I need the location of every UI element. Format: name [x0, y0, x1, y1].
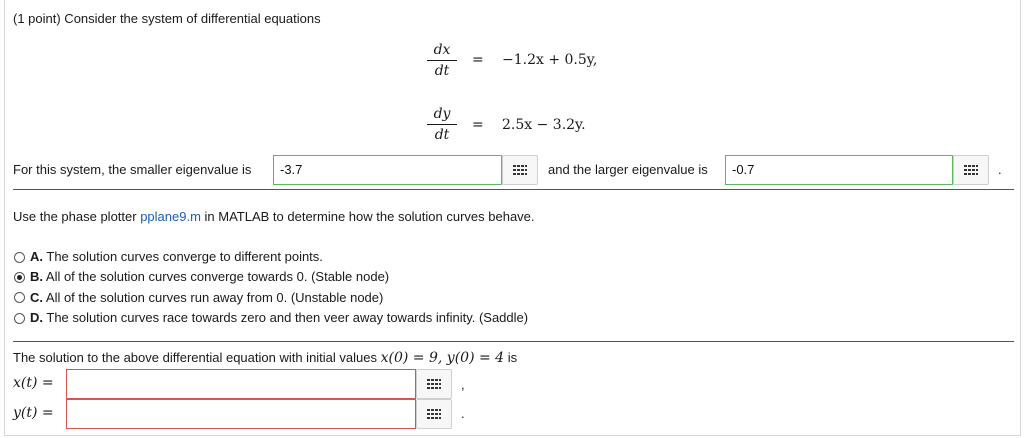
option-c[interactable]	[30, 290, 383, 305]
initial-values: x(0) = 9, y(0) = 4	[380, 350, 505, 366]
option-d-radio[interactable]	[14, 313, 25, 324]
grid-keypad-icon	[427, 409, 441, 420]
option-b-radio[interactable]	[14, 272, 25, 283]
eq1-equals: =	[472, 52, 484, 68]
option-d[interactable]	[30, 310, 528, 325]
x-suffix: ,	[461, 377, 465, 392]
eq1-rhs: −1.2x + 0.5y,	[502, 52, 598, 68]
option-c-letter: C.	[30, 290, 43, 305]
option-b[interactable]	[30, 269, 389, 284]
option-b-letter: B.	[30, 269, 43, 284]
option-d-text: The solution curves race towards zero and then veer away towards infinity. (Saddle)	[43, 310, 529, 325]
keypad-button-2[interactable]	[953, 155, 989, 185]
smaller-eigenvalue-input[interactable]: -3.7	[273, 155, 502, 185]
solution-is: is	[507, 350, 518, 365]
option-d-letter: D.	[30, 310, 43, 325]
divider-1	[13, 189, 1014, 190]
y-label: y(t) =	[13, 405, 54, 421]
keypad-button-4[interactable]	[416, 399, 452, 429]
keypad-button-3[interactable]	[416, 369, 452, 399]
eq2-equals: =	[472, 117, 484, 133]
option-b-text: All of the solution curves converge towards 0. (Stable node)	[43, 269, 390, 284]
phase-text-after: in MATLAB to determine how the solution curves behave.	[200, 209, 535, 224]
solution-intro: The solution to the above differential equation with initial values	[13, 350, 377, 365]
option-a-text: The solution curves converge to different points.	[43, 249, 323, 264]
pplane-link[interactable]: pplane9.m	[140, 209, 201, 224]
eq2-fraction	[427, 106, 457, 143]
solution-intro-line	[13, 350, 517, 366]
larger-eigenvalue-input[interactable]: -0.7	[725, 155, 953, 185]
grid-keypad-icon	[427, 379, 441, 390]
x-label: x(t) =	[13, 375, 54, 391]
divider-2	[13, 341, 1014, 342]
grid-keypad-icon	[964, 165, 978, 176]
eigen-suffix: .	[998, 162, 1002, 177]
x-solution-input[interactable]	[66, 369, 416, 399]
eq2-denominator: dt	[434, 127, 450, 143]
y-solution-input[interactable]	[66, 399, 416, 429]
keypad-button-1[interactable]	[502, 155, 538, 185]
eq1-denominator: dt	[434, 63, 450, 79]
eq1-numerator: dx	[433, 42, 451, 58]
option-a[interactable]	[30, 249, 323, 264]
problem-title: (1 point) Consider the system of differential equations	[13, 11, 321, 26]
phase-text-before: Use the phase plotter	[13, 209, 141, 224]
eigen-middle: and the larger eigenvalue is	[548, 162, 708, 177]
phase-instruction	[13, 209, 535, 224]
option-c-text: All of the solution curves run away from 0. (Unstable node)	[43, 290, 384, 305]
eq2-numerator: dy	[433, 106, 451, 122]
y-suffix: .	[461, 406, 465, 421]
grid-keypad-icon	[513, 165, 527, 176]
eq2-rhs: 2.5x − 3.2y.	[502, 117, 586, 133]
option-a-radio[interactable]	[14, 252, 25, 263]
eigen-prefix: For this system, the smaller eigenvalue is	[13, 162, 252, 177]
option-a-letter: A.	[30, 249, 43, 264]
option-c-radio[interactable]	[14, 292, 25, 303]
eq1-fraction	[427, 42, 457, 79]
